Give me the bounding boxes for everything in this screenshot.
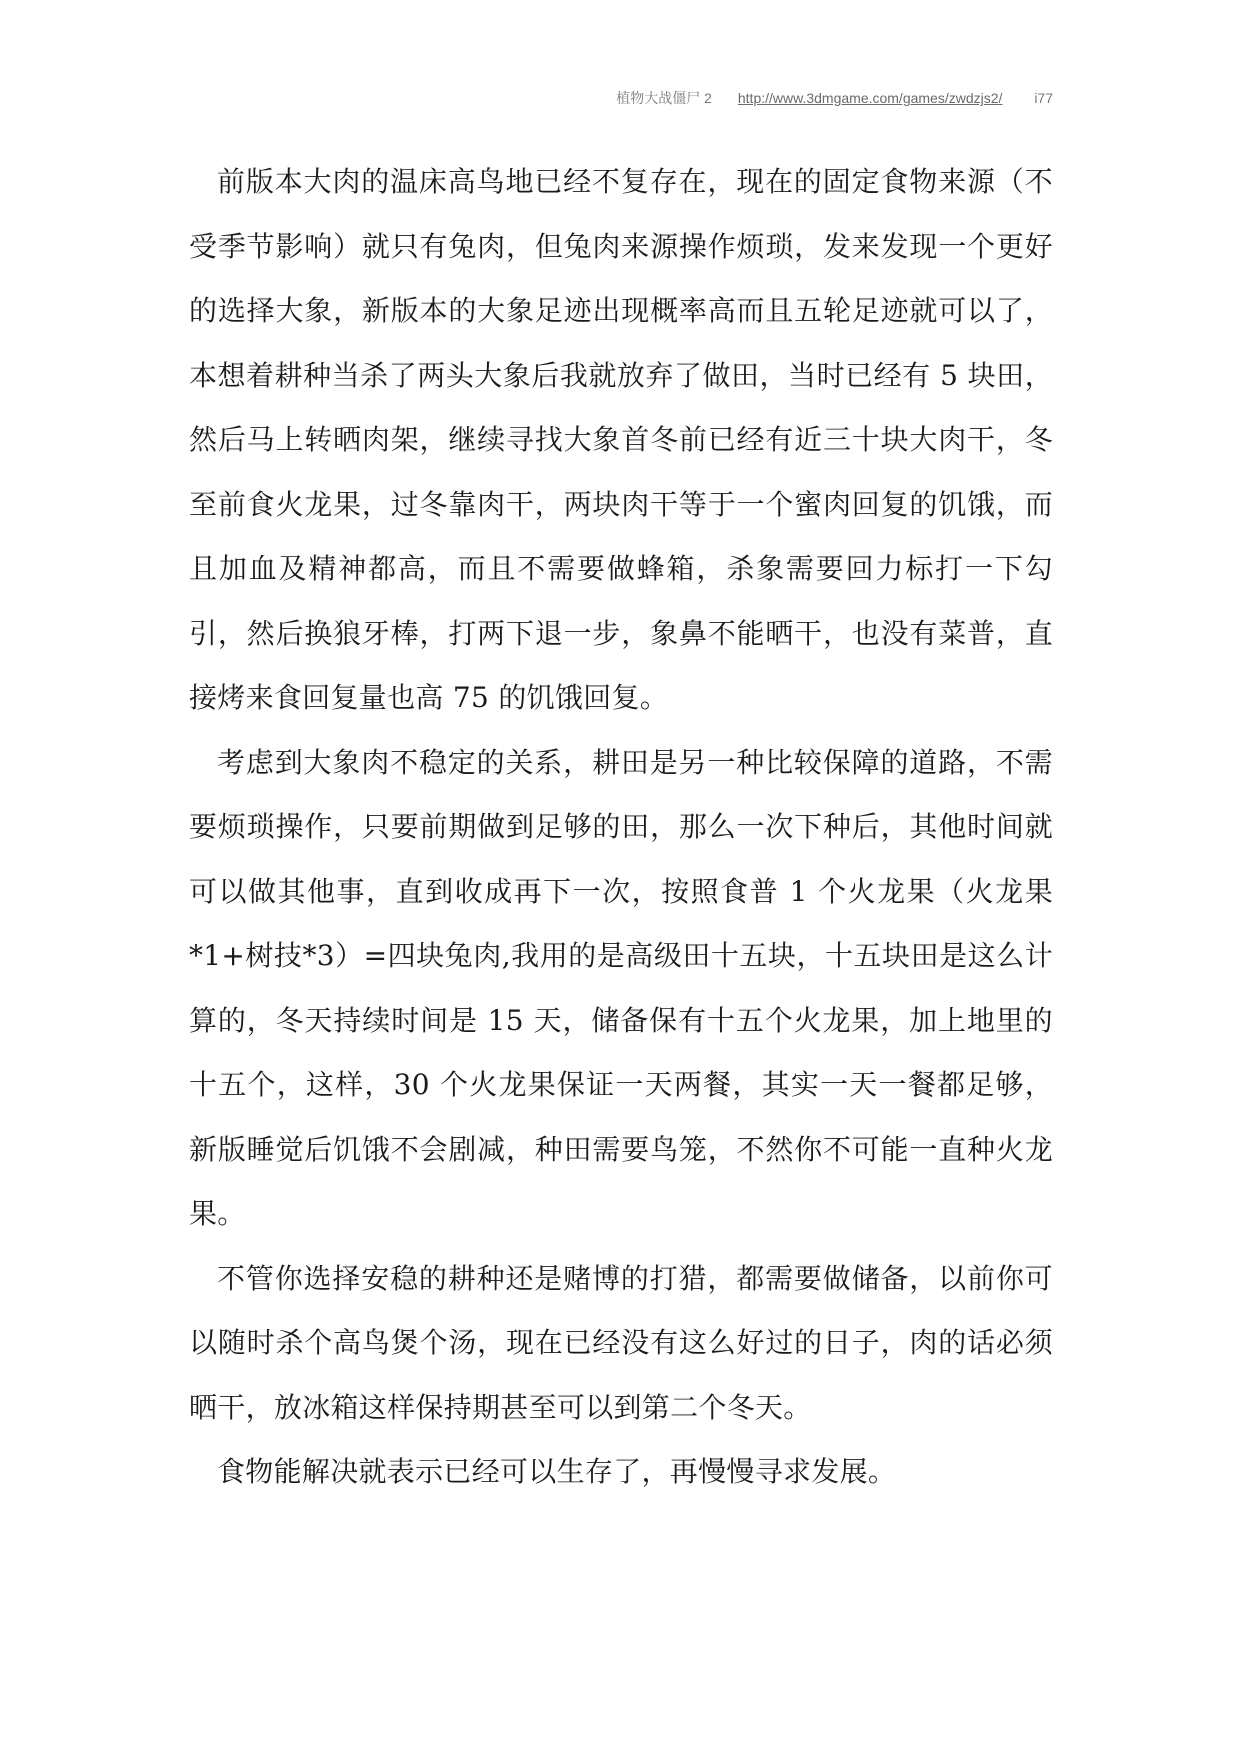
paragraph: 不管你选择安稳的耕种还是赌博的打猎，都需要做储备，以前你可以随时杀个高鸟煲个汤，现在已经没有这么好过的日子，肉的话必须晒干，放冰箱这样保持期甚至可以到第二个冬天。 [189,1261,1053,1424]
paragraph: 考虑到大象肉不稳定的关系，耕田是另一种比较保障的道路，不需要烦琐操作，只要前期做到足够的田，那么一次下种后，其他时间就可以做其他事，直到收成再下一次，按照食普 1 个火龙果（火龙果*1+树技*3）=四块兔肉,我用的是高级田十五块，十五块田是这么计算的，冬天持续时间是 15 天，储备保有十五个火龙果，加上地里的十五个，这样，30 个火龙果保证一天两餐，其实一天一餐都足够，新版睡觉后饥饿不会剧减，种田需要鸟笼，不然你不可能一直种火龙果。 [189,745,1053,1230]
page-number: i77 [1034,90,1053,106]
document-body [189,150,1053,1505]
header-title: 植物大战僵尸 2 [616,90,712,106]
page-header [616,88,1053,108]
header-url-link[interactable]: http://www.3dmgame.com/games/zwdzjs2/ [737,90,1003,106]
paragraph: 前版本大肉的温床高鸟地已经不复存在，现在的固定食物来源（不受季节影响）就只有兔肉，但兔肉来源操作烦琐，发来发现一个更好的选择大象，新版本的大象足迹出现概率高而且五轮足迹就可以了，本想着耕种当杀了两头大象后我就放弃了做田，当时已经有 5 块田，然后马上转晒肉架，继续寻找大象首冬前已经有近三十块大肉干，冬至前食火龙果，过冬靠肉干，两块肉干等于一个蜜肉回复的饥饿，而且加血及精神都高，而且不需要做蜂箱，杀象需要回力标打一下勾引，然后换狼牙棒，打两下退一步，象鼻不能晒干，也没有菜普，直接烤来食回复量也高 75 的饥饿回复。 [189,165,1053,714]
paragraph: 食物能解决就表示已经可以生存了，再慢慢寻求发展。 [217,1455,897,1488]
